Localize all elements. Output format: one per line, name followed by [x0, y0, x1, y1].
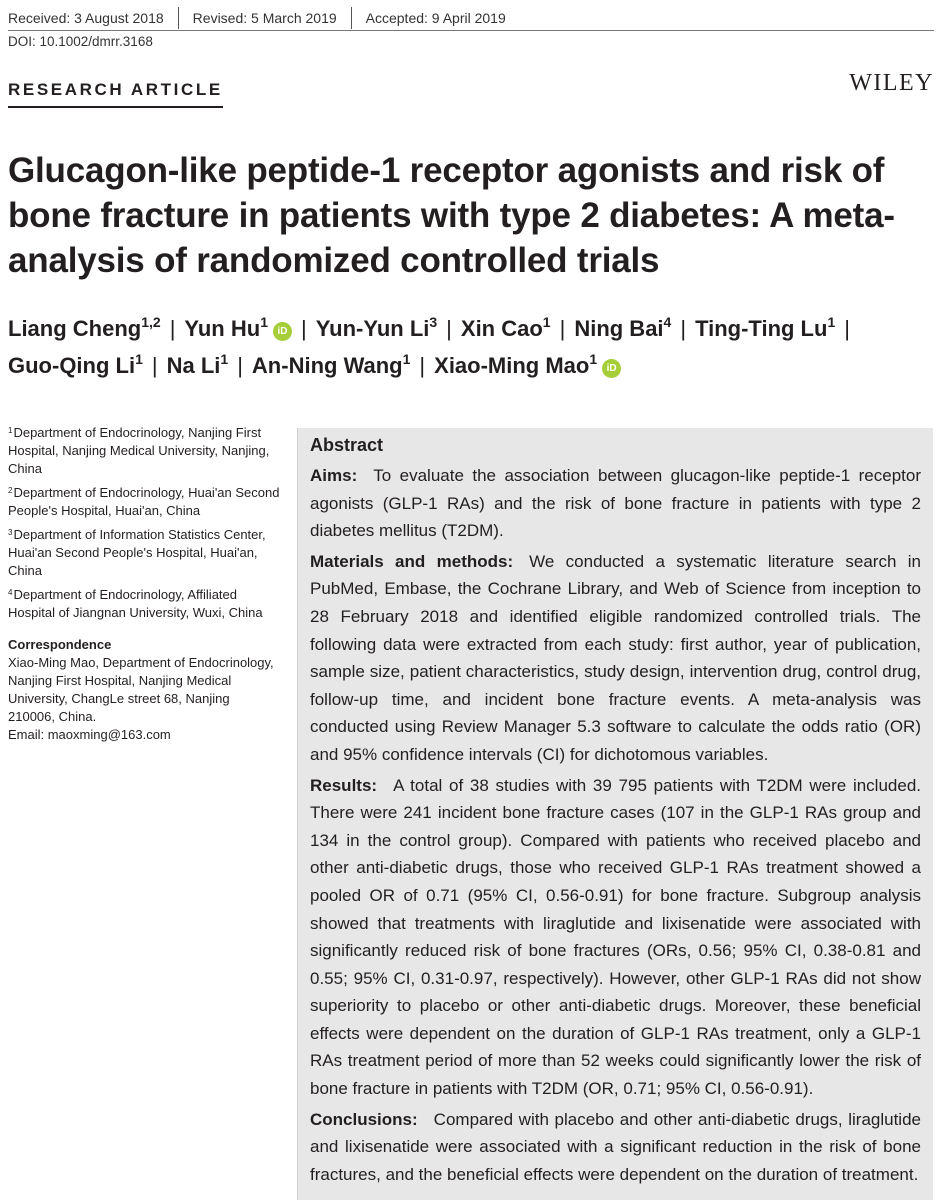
correspondence-line: Nanjing First Hospital, Nanjing Medical — [8, 673, 232, 688]
abstract-results — [310, 772, 921, 1103]
author-separator: | — [680, 316, 687, 341]
author-separator: | — [300, 316, 307, 341]
correspondence-line: Xiao-Ming Mao, Department of Endocrinology, — [8, 655, 274, 670]
correspondence-line: 210006, China. — [8, 709, 97, 724]
abstract-heading: Abstract — [310, 435, 384, 455]
revised-date: Revised: 5 March 2019 — [192, 10, 337, 26]
article-title: Glucagon-like peptide-1 receptor agonists and risk of bone fracture in patients with type 2 diabetes: A meta-analysis of randomized controlled trials — [8, 151, 895, 280]
accepted-date: Accepted: 9 April 2019 — [365, 10, 506, 26]
section-text: Compared with placebo and other anti-diabetic drugs, liraglutide and lixisenatide were associated with a significant reduction in the risk of bone fractures, and the beneficial effects were dependent on the duration of treatment. — [310, 1109, 921, 1184]
abstract-box — [297, 428, 933, 1200]
abstract-aims — [310, 462, 921, 545]
section-label: Results: — [310, 775, 378, 795]
author[interactable]: Yun Hu$^1$iD — [184, 316, 292, 341]
author-separator: | — [419, 353, 426, 378]
section-text: We conducted a systematic literature search in PubMed, Embase, the Cochrane Library, and Web of Science from inception to 28 February 2018 and identified eligible randomized controlled trials. The following data were extracted from each study: first author, year of publication, sample size, patient characteristics, study design, intervention drug, control drug, follow-up time, and incident bone fracture events. A meta-analysis was conducted using Review Manager 5.3 software to calculate the odds ratio (OR) and 95% confidence intervals (CI) for dichotomous variables. — [310, 551, 921, 764]
author-separator: | — [446, 316, 452, 341]
author[interactable]: Liang Cheng$^{1,2}$ — [8, 314, 161, 341]
doi[interactable]: DOI: 10.1002/dmrr.3168 — [8, 34, 153, 49]
author-list — [8, 310, 938, 384]
correspondence-line: University, ChangLe street 68, Nanjing — [8, 691, 230, 706]
affiliation: $^2$Department of Endocrinology, Huai'an Second People's Hospital, Huai'an, China — [8, 485, 280, 518]
abstract-conclusions — [310, 1106, 921, 1189]
correspondence-address — [8, 654, 280, 744]
author[interactable]: Ting-Ting Lu$^1$ — [695, 314, 836, 341]
author[interactable]: Xin Cao$^1$ — [460, 314, 551, 341]
author[interactable]: Xiao-Ming Mao$^1$iD — [434, 353, 621, 378]
author-separator: | — [237, 353, 243, 378]
section-label: Materials and methods: — [310, 551, 514, 571]
section-label: Aims: — [310, 466, 358, 485]
author-separator: | — [169, 316, 176, 341]
author-separator: | — [844, 316, 850, 341]
affiliation: $^3$Department of Information Statistics Center, Huai'an Second People's Hospital, Huai'an, China — [8, 527, 266, 578]
author[interactable]: Ning Bai$^4$ — [574, 314, 672, 341]
article-type-label: RESEARCH ARTICLE — [8, 80, 223, 108]
author-separator: | — [151, 353, 158, 378]
section-text: A total of 38 studies with 39 795 patients with T2DM were included. There were 241 incident bone fracture cases (107 in the GLP-1 RAs group and 134 in the control group). Compared with patients who received placebo and other anti-diabetic drugs, those who received GLP-1 RAs treatment showed a pooled OR of 0.71 (95% CI, 0.56-0.91) for bone fracture. Subgroup analysis showed that treatments with liraglutide and lixisenatide were associated with significantly reduced risk of bone fractures (ORs, 0.56; 95% CI, 0.38-0.81 and 0.55; 95% CI, 0.31-0.97, respectively). However, other GLP-1 RAs did not show superiority to placebo or other anti-diabetic drugs. Moreover, these beneficial effects were dependent on the duration of GLP-1 RAs treatment, only a GLP-1 RAs treatment period of more than 52 weeks could significantly lower the risk of bone fracture in patients with T2DM (OR, 0.71; 95% CI, 0.56-0.91). — [310, 775, 921, 1099]
header-rule — [8, 30, 934, 31]
section-label: Conclusions: — [310, 1109, 418, 1129]
affiliation: $^4$Department of Endocrinology, Affiliated Hospital of Jiangnan University, Wuxi, China — [8, 587, 263, 620]
affiliation: $^1$Department of Endocrinology, Nanjing First Hospital, Nanjing Medical University, Nanjing, China — [8, 425, 270, 476]
author-separator: | — [559, 316, 566, 341]
author[interactable]: An-Ning Wang$^1$ — [251, 351, 411, 378]
publication-dates — [8, 6, 520, 30]
author[interactable]: Guo-Qing Li$^1$ — [8, 351, 143, 378]
correspondence-heading: Correspondence — [8, 637, 112, 652]
orcid-icon[interactable]: iD — [273, 322, 292, 341]
affiliations-column — [8, 424, 280, 744]
correspondence-email[interactable]: Email: maoxming@163.com — [8, 727, 171, 742]
publisher-logo: WILEY — [849, 70, 934, 96]
author[interactable]: Na Li$^1$ — [166, 351, 229, 378]
author[interactable]: Yun-Yun Li$^3$ — [315, 314, 438, 341]
received-date: Received: 3 August 2018 — [8, 10, 164, 26]
section-text: To evaluate the association between glucagon-like peptide-1 receptor agonists (GLP-1 RAs) and the risk of bone fracture in patients with type 2 diabetes mellitus (T2DM). — [310, 466, 921, 541]
abstract-methods — [310, 548, 921, 769]
orcid-icon[interactable]: iD — [602, 359, 621, 378]
